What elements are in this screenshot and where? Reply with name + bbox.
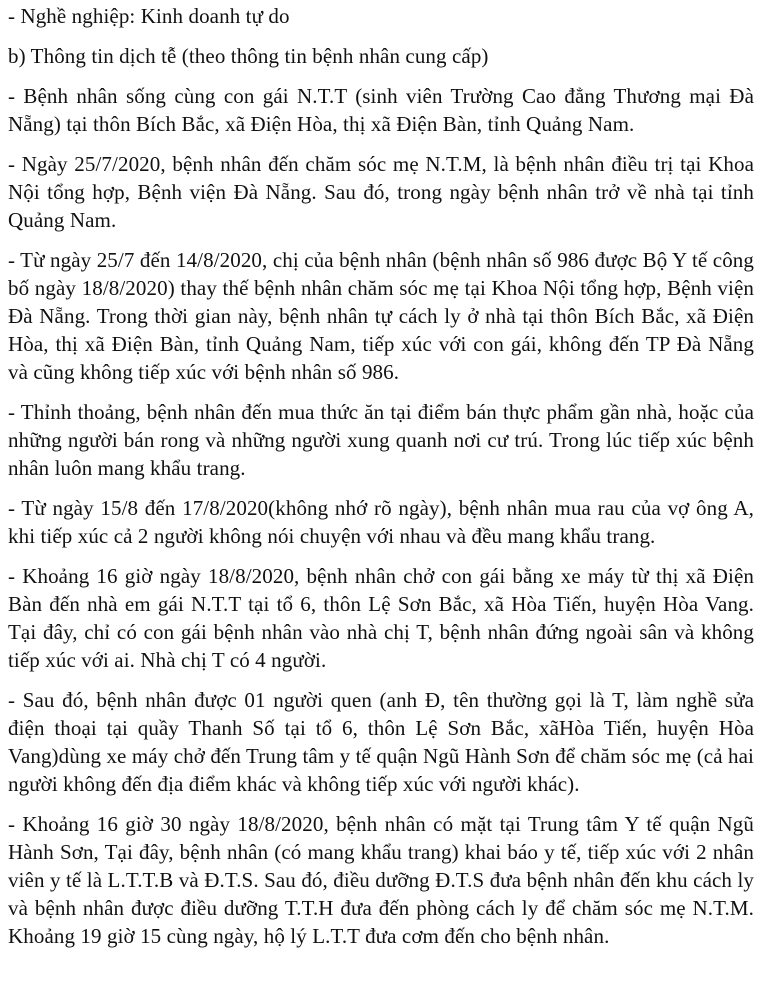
para-buying-food-near-home: - Thỉnh thoảng, bệnh nhân đến mua thức ăn tại điểm bán thực phẩm gần nhà, hoặc của những người bán rong và những người xung quanh nơi cư trú. Trong lúc tiếp xúc bệnh nhân luôn mang khẩu trang. xyxy=(8,400,754,480)
para-sister-replacement-quarantine: - Từ ngày 25/7 đến 14/8/2020, chị của bệnh nhân (bệnh nhân số 986 được Bộ Y tế công bố ngày 18/8/2020) thay thế bệnh nhân chăm sóc mẹ tại Khoa Nội tổng hợp, Bệnh viện Đà Nẵng. Trong thời gian này, bệnh nhân tự cách ly ở nhà tại thôn Bích Bắc, xã Điện Hòa, thị xã Điện Bàn, tỉnh Quảng Nam, tiếp xúc với con gái, không đến TP Đà Nẵng và cũng không tiếp xúc với bệnh nhân số 986. xyxy=(8,248,754,384)
heading-epidemiology-section: b) Thông tin dịch tễ (theo thông tin bệnh nhân cung cấp) xyxy=(8,44,489,68)
para-acquaintance-ride-medical-center: - Sau đó, bệnh nhân được 01 người quen (anh Đ, tên thường gọi là T, làm nghề sửa điện thoại tại quầy Thanh Số tại tổ 6, thôn Lệ Sơn Bắc, xãHòa Tiến, huyện Hòa Vang)dùng xe máy chở đến Trung tâm y tế quận Ngũ Hành Sơn để chăm sóc mẹ (cả hai người không đến địa điểm khác và không tiếp xúc với người khác). xyxy=(8,688,754,796)
para-medical-center-declaration: - Khoảng 16 giờ 30 ngày 18/8/2020, bệnh nhân có mặt tại Trung tâm Y tế quận Ngũ Hành Sơn, Tại đây, bệnh nhân (có mang khẩu trang) khai báo y tế, tiếp xúc với 2 nhân viên y tế là L.T.T.B và Đ.T.S. Sau đó, điều dưỡng Đ.T.S đưa bệnh nhân đến khu cách ly và bệnh nhân được điều dưỡng T.T.H đưa đến phòng cách ly để chăm sóc mẹ N.T.M. Khoảng 19 giờ 15 cùng ngày, hộ lý L.T.T đưa cơm đến cho bệnh nhân. xyxy=(8,812,754,948)
line-occupation: - Nghề nghiệp: Kinh doanh tự do xyxy=(8,4,290,28)
para-buying-vegetables-15-17-8: - Từ ngày 15/8 đến 17/8/2020(không nhớ rõ ngày), bệnh nhân mua rau của vợ ông A, khi tiếp xúc cả 2 người không nói chuyện với nhau và đều mang khẩu trang. xyxy=(8,496,754,548)
para-visit-mother-25-7: - Ngày 25/7/2020, bệnh nhân đến chăm sóc mẹ N.T.M, là bệnh nhân điều trị tại Khoa Nội tổng hợp, Bệnh viện Đà Nẵng. Sau đó, trong ngày bệnh nhân trở về nhà tại tỉnh Quảng Nam. xyxy=(8,152,754,232)
para-motorbike-trip-18-8: - Khoảng 16 giờ ngày 18/8/2020, bệnh nhân chở con gái bằng xe máy từ thị xã Điện Bàn đến nhà em gái N.T.T tại tổ 6, thôn Lệ Sơn Bắc, xã Hòa Tiến, huyện Hòa Vang. Tại đây, chỉ có con gái bệnh nhân vào nhà chị T, bệnh nhân đứng ngoài sân và không tiếp xúc với ai. Nhà chị T có 4 người. xyxy=(8,564,754,672)
para-living-with-daughter: - Bệnh nhân sống cùng con gái N.T.T (sinh viên Trường Cao đẳng Thương mại Đà Nẵng) tại thôn Bích Bắc, xã Điện Hòa, thị xã Điện Bàn, tỉnh Quảng Nam. xyxy=(8,84,754,136)
